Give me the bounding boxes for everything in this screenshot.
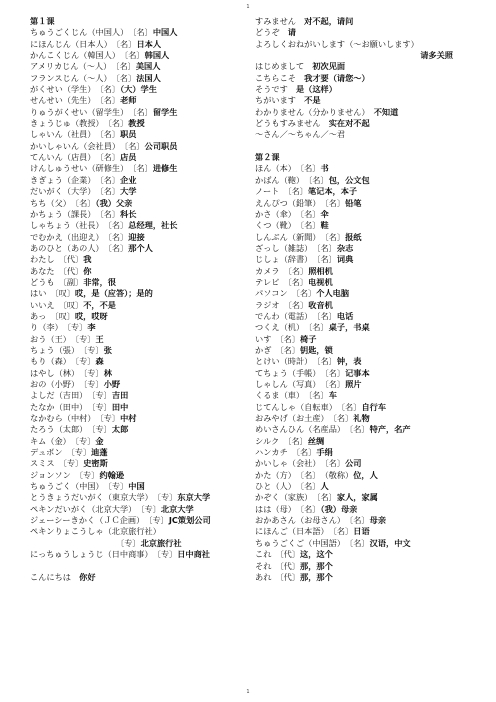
vocab-meaning: 包，公文包 — [328, 174, 370, 185]
vocab-meaning: 词典 — [336, 254, 354, 265]
vocab-reading: たなか（田中） 〔专〕 — [30, 401, 112, 412]
vocab-meaning: 不，不是 — [83, 299, 116, 310]
vocab-meaning: 科长 — [120, 208, 137, 219]
vocab-reading: ペキンりょこうしゃ（北京旅行社） — [30, 526, 161, 537]
vocab-entry — [30, 243, 230, 254]
vocab-reading: よしだ（吉田） 〔专〕 — [30, 390, 112, 401]
vocab-reading: かちょう（課長） 〔名〕 — [30, 208, 121, 219]
vocab-entry — [255, 379, 455, 390]
vocab-reading: ほん（本） 〔名〕 — [255, 163, 321, 174]
vocab-meaning: 照相机 — [308, 265, 333, 276]
vocab-entry — [30, 288, 230, 299]
vocab-entry — [255, 232, 455, 243]
vocab-reading: かさ（傘） 〔名〕 — [255, 208, 321, 219]
vocab-meaning: 椅子 — [300, 333, 317, 344]
vocab-reading: カメラ 〔名〕 — [255, 265, 309, 276]
vocab-meaning: 母亲 — [369, 515, 387, 526]
vocab-reading: あっ 〔叹〕 — [30, 310, 75, 321]
vocab-meaning: 礼物 — [353, 413, 370, 424]
vocab-entry — [30, 107, 230, 118]
vocab-meaning: 非常，很 — [83, 276, 116, 287]
vocab-meaning: 记事本 — [345, 367, 370, 378]
vocab-meaning: 收音机 — [308, 299, 333, 310]
page-number-bottom: 1 — [246, 689, 250, 695]
vocab-meaning: 留学生 — [152, 106, 178, 117]
vocab-entry — [30, 515, 230, 526]
vocab-entry — [30, 73, 230, 84]
vocab-entry — [30, 447, 230, 458]
vocab-entry — [30, 368, 230, 379]
vocab-reading: きょうじゅ（教授） 〔名〕 — [30, 118, 129, 129]
vocab-entry — [255, 402, 455, 413]
vocab-entry — [255, 447, 455, 458]
vocab-entry — [255, 481, 455, 492]
vocab-reading: かた（方） 〔名〕 （敬称） — [255, 469, 354, 480]
vocab-reading: どうもすみません — [255, 118, 329, 129]
vocab-entry — [30, 39, 230, 50]
vocab-reading: そうです — [255, 84, 296, 95]
vocab-meaning: 书 — [320, 163, 329, 174]
vocab-entry — [30, 152, 230, 163]
vocab-meaning: 是（这样） — [295, 84, 337, 95]
vocab-entry — [255, 175, 455, 186]
vocab-reading: はじめまして — [255, 61, 313, 72]
vocab-entry — [255, 515, 455, 526]
vocab-entry — [255, 356, 455, 367]
vocab-meaning: 北京大学 — [160, 503, 194, 514]
vocab-entry — [30, 198, 230, 209]
vocab-meaning: 照片 — [345, 379, 362, 389]
vocab-meaning: 北京旅行社 — [140, 537, 182, 548]
vocab-meaning: 丝绸 — [307, 435, 325, 446]
vocab-entry — [30, 424, 230, 435]
vocab-reading: おみやげ（お土産） 〔名〕 — [255, 413, 354, 424]
vocab-reading: スミス 〔专〕 — [30, 458, 84, 469]
vocab-reading: ペキンだいがく（北京大学） 〔专〕 — [30, 503, 161, 514]
vocab-entry — [255, 345, 455, 356]
vocab-reading: かぎ 〔名〕 — [255, 344, 301, 355]
vocab-reading: フランスじん（～人） 〔名〕 — [30, 72, 137, 83]
vocab-reading: とけい（時計） 〔名〕 — [255, 356, 337, 367]
vocab-reading: はやし（林） 〔专〕 — [30, 367, 104, 378]
vocab-entry — [255, 368, 455, 379]
vocab-reading: ノート 〔名〕 — [255, 186, 308, 197]
vocab-meaning: 企业 — [120, 174, 137, 185]
lesson-heading: 第２课 — [255, 152, 280, 163]
vocab-reading: てんいん（店員） 〔名〕 — [30, 152, 121, 163]
vocab-entry — [30, 436, 230, 447]
vocab-meaning: 小野 — [103, 379, 121, 389]
vocab-reading: はい 〔叹〕 — [30, 288, 76, 299]
vocab-meaning: 不知道 — [373, 106, 399, 117]
vocab-reading: せんせい（先生） 〔名〕 — [30, 95, 121, 106]
vocab-reading: えんぴつ（鉛筆） 〔名〕 — [255, 197, 346, 208]
vocab-entry — [30, 175, 230, 186]
vocab-entry — [30, 266, 230, 277]
vocab-reading: あなた 〔代〕 — [30, 265, 84, 276]
vocab-meaning: 车 — [328, 390, 337, 401]
vocab-meaning: 我 — [83, 254, 92, 265]
vocab-reading: くつ（靴） 〔名〕 — [255, 220, 321, 231]
vocab-entry — [255, 266, 455, 277]
vocab-reading: なかむら（中村） 〔专〕 — [30, 413, 121, 424]
vocab-meaning: 电视机 — [308, 276, 333, 287]
vocab-meaning: 那，那个 — [300, 560, 333, 571]
vocab-entry — [255, 424, 455, 435]
vocab-entry — [30, 95, 230, 106]
vocab-meaning: 请 — [287, 27, 296, 38]
vocab-reading: ざっし（雑誌） 〔名〕 — [255, 242, 337, 253]
vocab-meaning: 对不起，请问 — [304, 16, 354, 26]
vocab-reading: ちゅうごく（中国） 〔专〕 — [30, 481, 129, 492]
vocab-reading: おう（王） 〔专〕 — [30, 333, 96, 344]
vocab-entry — [255, 84, 455, 95]
vocab-reading: ハンカチ 〔名〕 — [255, 447, 317, 458]
vocab-meaning: 田中 — [111, 401, 129, 412]
vocab-reading: とうきょうだいがく（東京大学） 〔专〕 — [30, 492, 178, 503]
vocab-meaning: 中国人 — [152, 27, 178, 38]
vocab-meaning: 韩国人 — [144, 50, 170, 61]
vocab-meaning: 公司 — [345, 458, 362, 469]
vocab-reading: かばん（鞄） 〔名〕 — [255, 174, 329, 185]
vocab-reading: つくえ（机） 〔名〕 — [255, 322, 329, 333]
vocab-reading: がくせい（学生） 〔名〕 — [30, 84, 121, 95]
vocab-reading: ジェーシーきかく（ＪＣ企画） 〔专〕 — [30, 515, 169, 526]
vocab-reading: テレビ 〔名〕 — [255, 276, 309, 287]
vocab-entry — [30, 322, 230, 333]
vocab-reading: おの（小野） 〔专〕 — [30, 379, 104, 389]
vocab-meaning: 自行车 — [361, 401, 387, 412]
vocab-entry — [30, 311, 230, 322]
vocab-entry — [255, 61, 455, 72]
vocab-entry — [255, 277, 455, 288]
vocab-reading: アメリカじん（～人） 〔名〕 — [30, 61, 136, 72]
vocab-meaning: 鞋 — [320, 220, 329, 231]
vocab-meaning: （我）父亲 — [95, 197, 133, 208]
vocab-reading: わたし 〔代〕 — [30, 254, 84, 265]
vocab-reading: にほんご（日本語） 〔名〕 — [255, 526, 354, 537]
vocab-reading: しゃしん（写真） 〔名〕 — [255, 379, 346, 389]
vocab-reading: もり（森） 〔专〕 — [30, 356, 96, 367]
vocab-reading: ～さん／～ちゃん／～君 — [255, 129, 346, 140]
vocab-meaning-continued: 请多关照 — [420, 50, 453, 61]
vocab-entry — [30, 61, 230, 72]
vocab-meaning: 铅笔 — [345, 197, 362, 208]
vocab-reading: かいしゃいん（会社員） 〔名〕 — [30, 140, 145, 151]
vocab-reading: ラジオ 〔名〕 — [255, 299, 309, 310]
vocab-meaning: 不是 — [304, 95, 321, 106]
vocab-reading: はは（母） 〔名〕 — [255, 503, 321, 514]
vocab-entry — [255, 526, 455, 537]
vocab-reading: パソコン 〔名〕 — [255, 288, 317, 299]
vocab-reading: 〔专〕 — [116, 537, 141, 548]
vocab-entry — [255, 311, 455, 322]
vocab-meaning: 特产，名产 — [369, 424, 411, 435]
vocab-entry — [255, 436, 455, 447]
vocab-entry — [255, 288, 455, 299]
vocab-entry — [255, 300, 455, 311]
vocab-reading: にっちゅうしょうじ（日中商事） 〔专〕 — [30, 549, 178, 560]
vocab-entry — [30, 129, 230, 140]
vocab-entry — [30, 526, 230, 537]
vocab-meaning: 史密斯 — [83, 458, 108, 469]
vocab-reading: てちょう（手帳） 〔名〕 — [255, 367, 346, 378]
vocab-entry — [255, 504, 455, 515]
vocab-entry — [30, 141, 230, 152]
vocab-reading: しゃちょう（社長） 〔名〕 — [30, 220, 129, 231]
vocab-meaning: （大）学生 — [120, 84, 157, 95]
vocab-entry — [30, 186, 230, 197]
vocab-meaning: 手绢 — [316, 447, 333, 458]
vocab-meaning: 店员 — [120, 152, 137, 163]
vocab-entry — [255, 107, 455, 118]
vocab-reading: かんこくじん（韓国人） 〔名〕 — [30, 50, 145, 61]
vocab-meaning: 你 — [83, 265, 92, 276]
vocab-meaning: 汉语，中文 — [369, 537, 411, 548]
vocab-entry — [30, 402, 230, 413]
vocab-meaning: 张 — [103, 344, 112, 355]
vocab-reading: たろう（太郎） 〔专〕 — [30, 424, 112, 435]
vocab-reading: しゃいん（社員） 〔名〕 — [30, 129, 121, 140]
vocab-reading: どうぞ — [255, 27, 288, 38]
vocab-meaning: 那，那个 — [300, 571, 333, 582]
vocab-entry — [30, 458, 230, 469]
vocab-reading: シルク 〔名〕 — [255, 435, 308, 446]
vocab-meaning: 进修生 — [152, 163, 178, 174]
vocab-reading: でむかえ（出迎え） 〔名〕 — [30, 231, 129, 242]
vocab-entry — [255, 322, 455, 333]
vocabulary-column-left — [30, 16, 230, 583]
vocab-entry — [30, 481, 230, 492]
vocab-reading: だいがく（大学） 〔名〕 — [30, 186, 121, 197]
vocab-meaning: 法国人 — [136, 72, 161, 83]
vocab-reading: かいしゃ（会社） 〔名〕 — [255, 458, 346, 469]
vocab-meaning: 日本人 — [136, 38, 162, 49]
vocab-entry — [255, 538, 455, 549]
vocab-reading: り（李） 〔专〕 — [30, 322, 88, 333]
vocab-reading: きぎょう（企業） 〔名〕 — [30, 174, 121, 185]
vocab-meaning: 日语 — [353, 526, 370, 537]
vocab-meaning: 迪蓬 — [91, 447, 108, 458]
vocab-reading: キム（金） 〔专〕 — [30, 435, 96, 446]
vocab-entry — [30, 492, 230, 503]
vocab-reading: ひと（人） 〔名〕 — [255, 481, 321, 492]
vocab-meaning: 老师 — [120, 95, 137, 106]
vocab-meaning: 报纸 — [345, 231, 362, 242]
vocab-entry — [255, 118, 455, 129]
vocab-entry — [255, 243, 455, 254]
vocab-meaning: 森 — [95, 356, 104, 367]
vocab-entry — [30, 379, 230, 390]
vocab-meaning: 位，人 — [353, 469, 378, 480]
vocab-reading: ちゅうごくご（中国語） 〔名〕 — [255, 537, 370, 548]
vocab-entry — [255, 95, 455, 106]
vocab-meaning: 笔记本，本子 — [307, 186, 358, 197]
vocab-meaning: 桌子，书桌 — [328, 322, 370, 333]
vocab-meaning: 中国 — [128, 481, 145, 492]
vocab-meaning: 中村 — [120, 413, 137, 424]
vocab-meaning: 东京大学 — [177, 492, 211, 503]
vocab-entry — [255, 220, 455, 231]
vocab-reading: かぞく（家族） 〔名〕 — [255, 492, 337, 503]
vocab-meaning: 吉田 — [111, 390, 129, 401]
vocab-meaning: 职员 — [120, 129, 137, 140]
vocab-reading: いいえ 〔叹〕 — [30, 299, 84, 310]
vocab-entry — [255, 27, 455, 38]
vocab-reading: しんぶん（新聞） 〔名〕 — [255, 231, 346, 242]
vocab-meaning: （我）母亲 — [320, 503, 358, 514]
vocab-entry — [255, 209, 455, 220]
vocab-reading: めいさんひん（名産品） 〔名〕 — [255, 424, 370, 435]
vocab-meaning: 约翰逊 — [99, 469, 125, 480]
vocab-entry — [255, 16, 455, 27]
vocab-reading: くるま（車） 〔名〕 — [255, 390, 329, 401]
vocab-meaning: 家人，家属 — [336, 492, 378, 503]
vocab-entry — [30, 356, 230, 367]
vocab-entry — [30, 345, 230, 356]
vocab-entry — [30, 50, 230, 61]
vocab-reading: にほんじん（日本人） 〔名〕 — [30, 38, 137, 49]
vocab-entry — [255, 492, 455, 503]
vocab-meaning: 日中商社 — [177, 549, 210, 560]
vocab-entry — [255, 254, 455, 265]
vocab-meaning: 那个人 — [128, 242, 153, 253]
vocab-meaning: 总经理，社长 — [128, 220, 178, 231]
vocab-meaning: 这，这个 — [300, 549, 333, 560]
vocab-meaning: 公司职员 — [144, 140, 178, 151]
vocab-entry — [255, 73, 455, 84]
vocab-meaning: 林 — [103, 367, 112, 378]
vocab-meaning: 钟，表 — [336, 356, 362, 367]
vocab-entry — [30, 254, 230, 265]
vocab-entry — [255, 163, 455, 174]
vocab-entry — [30, 84, 230, 95]
vocab-entry — [30, 209, 230, 220]
vocab-reading: どうも 〔副〕 — [30, 276, 84, 287]
vocab-reading: こんにちは — [30, 571, 80, 582]
vocab-meaning: 钥匙，锁 — [300, 344, 333, 355]
vocab-reading: おかあさん（お母さん） 〔名〕 — [255, 515, 370, 526]
vocab-entry — [255, 390, 455, 401]
vocab-meaning: 美国人 — [135, 61, 161, 72]
vocab-entry — [30, 413, 230, 424]
vocab-meaning: 杂志 — [336, 242, 354, 253]
vocab-reading: こちらこそ — [255, 72, 305, 83]
vocab-meaning: 初次见面 — [312, 61, 346, 72]
vocab-entry — [255, 186, 455, 197]
vocab-reading: ジョンソン 〔专〕 — [30, 469, 100, 480]
vocab-entry — [30, 232, 230, 243]
vocab-meaning: 个人电脑 — [316, 288, 350, 299]
blank-line — [255, 141, 455, 152]
vocab-meaning: 哎，哎呀 — [74, 310, 108, 321]
vocab-meaning: 哎，是（应答）；是的 — [75, 288, 153, 299]
vocab-meaning: 电话 — [336, 310, 354, 321]
vocab-entry — [30, 470, 230, 481]
vocab-entry — [255, 561, 455, 572]
page-number-top: 1 — [246, 4, 250, 10]
vocab-reading: けんしゅうせい（研修生） 〔名〕 — [30, 163, 153, 174]
vocab-meaning: 迎接 — [128, 231, 145, 242]
vocab-meaning: 教授 — [128, 118, 145, 129]
vocab-reading: よろしくおねがいします（～お願いします） — [255, 38, 419, 49]
vocab-meaning: JC策划公司 — [168, 515, 211, 526]
vocab-meaning: 太郎 — [111, 424, 129, 435]
vocab-entry — [30, 118, 230, 129]
vocab-meaning: 李 — [87, 322, 96, 333]
vocab-entry — [255, 572, 455, 583]
vocab-entry — [30, 504, 230, 515]
vocab-reading: りゅうがくせい（留学生） 〔名〕 — [30, 106, 153, 117]
vocab-reading: それ 〔代〕 — [255, 560, 301, 571]
vocab-meaning: 王 — [95, 333, 104, 344]
vocab-reading: あれ 〔代〕 — [255, 571, 301, 582]
vocab-entry — [30, 300, 230, 311]
vocab-meaning: 我才要（请您～） — [304, 72, 370, 83]
vocab-meaning: 你好 — [79, 571, 96, 582]
vocab-entry — [255, 458, 455, 469]
blank-line — [30, 561, 230, 572]
vocab-entry — [255, 129, 455, 140]
vocab-meaning: 金 — [95, 435, 104, 446]
vocab-reading: すみません — [255, 16, 305, 26]
vocab-reading: ちょう（張） 〔专〕 — [30, 344, 104, 355]
vocab-reading: これ 〔代〕 — [255, 549, 301, 560]
vocab-reading: いす 〔名〕 — [255, 333, 301, 344]
vocab-reading: わかりません（分かりません） — [255, 106, 374, 117]
vocab-entry — [255, 39, 455, 50]
vocab-entry — [30, 277, 230, 288]
vocab-entry — [30, 334, 230, 345]
vocab-reading: ちち（父） 〔名〕 — [30, 197, 96, 208]
vocabulary-column-right — [255, 16, 455, 583]
vocab-reading: デュボン 〔专〕 — [30, 447, 92, 458]
vocab-entry — [30, 163, 230, 174]
vocab-meaning: 人 — [320, 481, 329, 492]
vocab-reading: ちゅうごくじん（中国人） 〔名〕 — [30, 27, 153, 38]
vocab-reading: あのひと（あの人） 〔名〕 — [30, 242, 129, 253]
vocab-entry — [255, 413, 455, 424]
vocab-reading: ちがいます — [255, 95, 305, 106]
vocab-entry — [30, 390, 230, 401]
vocab-meaning: 大学 — [120, 186, 137, 197]
vocab-entry — [30, 538, 230, 549]
vocab-entry — [255, 334, 455, 345]
vocab-entry — [255, 549, 455, 560]
vocab-entry — [30, 27, 230, 38]
vocab-entry — [30, 220, 230, 231]
vocab-meaning: 伞 — [320, 208, 329, 219]
vocab-reading: じてんしゃ（自転車） 〔名〕 — [255, 401, 362, 412]
vocab-meaning: 实在对不起 — [328, 118, 370, 129]
vocab-entry — [255, 470, 455, 481]
vocab-reading: でんわ（電話） 〔名〕 — [255, 310, 337, 321]
vocab-entry — [30, 549, 230, 560]
vocab-reading: じしょ（辞書） 〔名〕 — [255, 254, 337, 265]
vocab-entry — [30, 572, 230, 583]
lesson-heading: 第１课 — [30, 16, 55, 26]
vocab-entry — [255, 198, 455, 209]
